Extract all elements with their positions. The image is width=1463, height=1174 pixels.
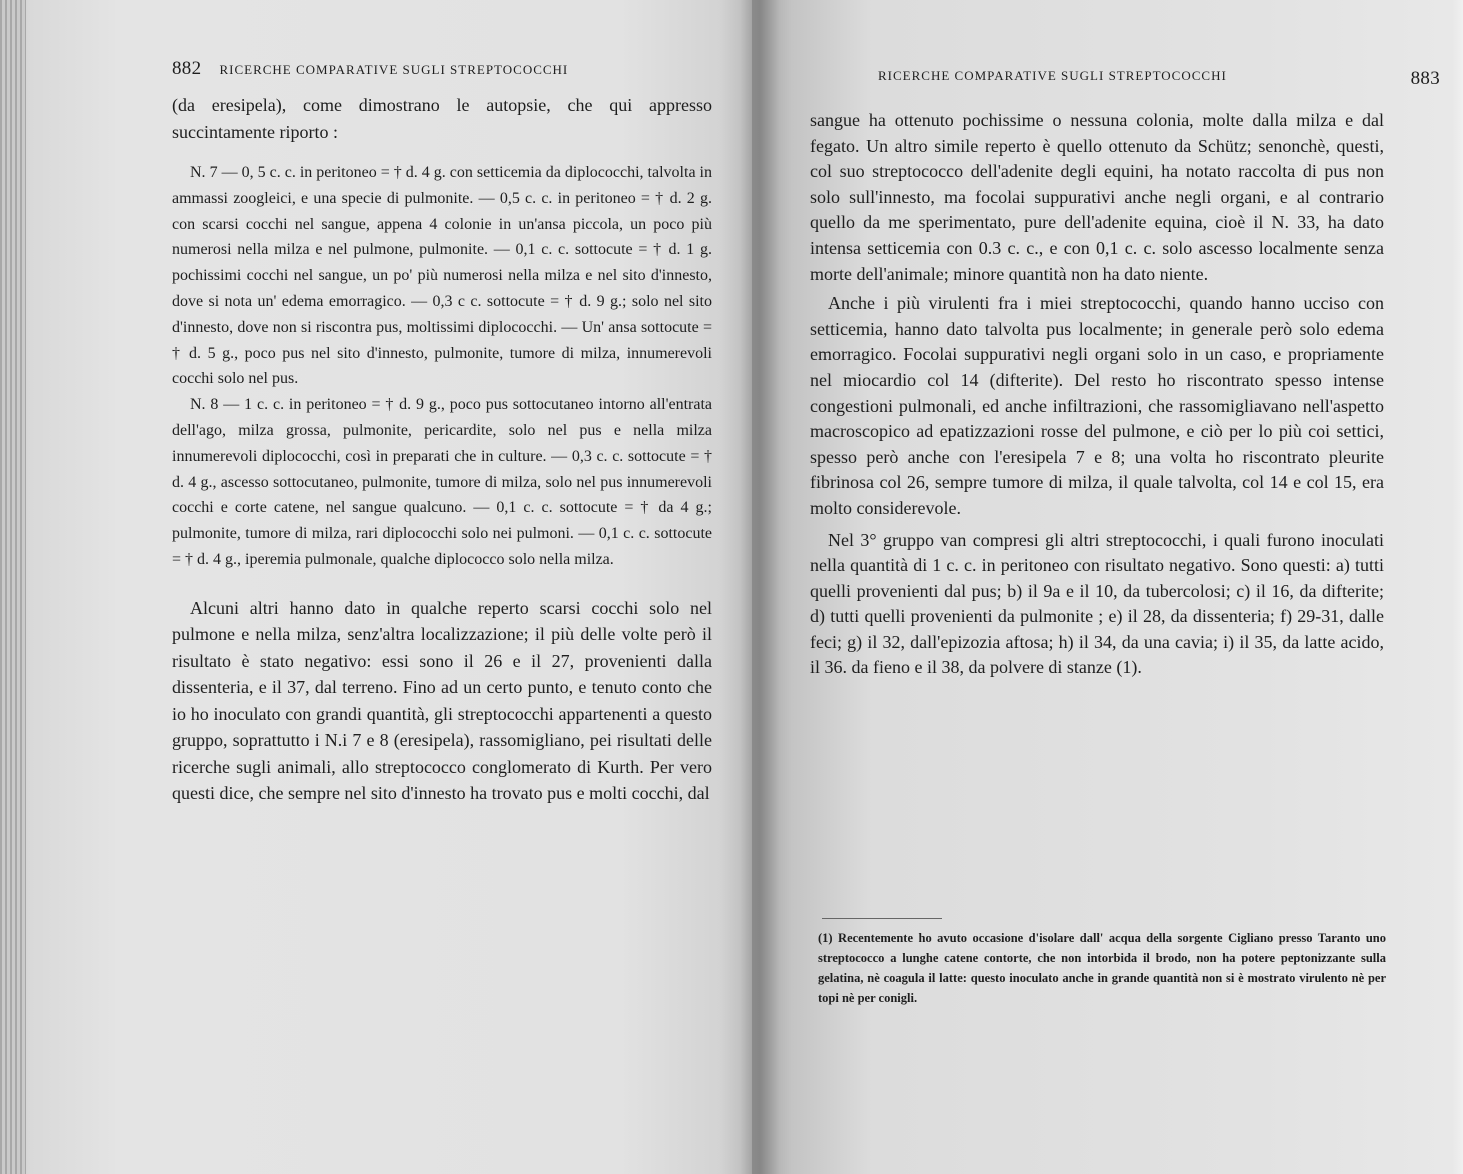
paragraph: Anche i più virulenti fra i miei streptococchi, quando hanno ucciso con setticemia, hanno dato talvolta pus localmente; in generale però solo edema emorragico. Focolai suppurativi negli organi solo in un caso, e propriamente nel miocardio col 14 (difterite). Del resto ho riscontrato spesso intense congestioni pulmonali, ed anche infiltrazioni, che rassomigliavano nell'aspetto macroscopico ad epatizzazioni rosse del pulmone, e ciò per lo più coi settici, spesso però anche con l'eresipela 7 e 8; una volta ho riscontrato pleurite fibrinosa col 26, sempre tumore di milza, il quale talvolta, col 14 e col 15, era molto considerevole. [810,293,1384,518]
paragraph: sangue ha ottenuto pochissime o nessuna colonia, molte dalla milza e dal fegato. Un altro simile reperto è quello ottenuto da Schütz; senonchè, questi, col suo streptococco dell'adenite degli equini, ha notato raccolta di pus non solo sull'innesto, ma focolai suppurativi anche negli organi, e al contrario quello da me sperimentato, pure dell'adenite equina, cioè il N. 33, ha dato intensa setticemia con 0.3 c. c., e con 0,1 c. c. solo ascesso localmente senza morte dell'animale; minore quantità non ha dato niente. [810,110,1384,284]
right-page-header [878,68,1440,90]
paragraph: Alcuni altri hanno dato in qualche reperto scarsi cocchi solo nel pulmone e nella milza, senz'altra localizzazione; il più delle volte però il risultato è stato negativo: essi sono il 26 e il 27, provenienti dalla dissenteria, e il 37, dal terreno. Fino ad un certo punto, e tenuto conto che io ho inoculato con grandi quantità, gli streptococchi appartenenti a questo gruppo, soprattutto i N.i 7 e 8 (eresipela), rassomigliano, pei risultati delle ricerche sugli animali, allo streptococco conglomerato di Kurth. Per vero questi dice, che sempre nel sito d'innesto ha trovato pus e molti cocchi, dal [172,597,712,804]
left-page-header [172,58,568,80]
paragraph: N. 7 — 0, 5 c. c. in peritoneo = † d. 4 g. con setticemia da diplococchi, talvolta in ammassi zoogleici, e una specie di pulmonite. — 0,5 c. c. in peritoneo = † d. 2 g. con scarsi cocchi nel sangue, appena 4 colonie in un'ansa piccola, un poco più numerosi nella milza e nel pulmone, pulmonite. — 0,1 c. c. sottocute = † d. 1 g. pochissimi cocchi nel sangue, un po' più numerosi nella milza e nel sito d'innesto, dove si nota un' edema emorragico. — 0,3 c c. sottocute = † d. 9 g.; solo nel sito d'innesto, dove non si riscontra pus, moltissimi diplococchi. — Un' ansa sottocute = † d. 5 g., poco pus nel sito d'innesto, pulmonite, tumore di milza, innumerevoli cocchi solo nel pus. [172,164,712,388]
paragraph: Nel 3° gruppo van compresi gli altri streptococchi, i quali furono inoculati nella quantità di 1 c. c. in peritoneo con risultato negativo. Sono questi: a) tutti quelli provenienti dal pus; b) il 9a e il 10, da tubercolosi; c) il 16, da difterite; d) tutti quelli provenienti da pulmonite ; e) il 28, da dissenteria; f) 29-31, dalle feci; g) il 32, dall'epizozia aftosa; h) il 34, da una cavia; i) il 35, da latte acido, il 36. da fieno e il 38, da polvere di stanze (1). [810,529,1384,678]
right-page-text [810,108,1384,681]
right-page-number: 883 [1410,68,1440,89]
left-page-text [172,92,712,807]
footnote-separator [822,918,942,919]
right-running-title: RICERCHE COMPARATIVE SUGLI STREPTOCOCCHI [878,68,1227,83]
paragraph: N. 8 — 1 c. c. in peritoneo = † d. 9 g., poco pus sottocutaneo intorno all'entrata dell'ago, milza grossa, pulmonite, pericardite, solo nel pus e nella milza innumerevoli diplococchi, così in preparati che in culture. — 0,3 c. c. sottocute = † d. 4 g., ascesso sottocutaneo, pulmonite, tumore di milza, solo nel pus innumerevoli cocchi e corte catene, nel sangue qualcuno. — 0,1 c. c. sottocute = † da 4 g.; pulmonite, tumore di milza, rari diplococchi solo nei pulmoni. — 0,1 c. c. sottocute = † d. 4 g., iperemia pulmonale, qualche diplococco solo nella milza. [172,396,712,568]
left-page-number: 882 [172,58,202,79]
gutter-shadow [740,0,780,1174]
paragraph: (da eresipela), come dimostrano le autopsie, che qui appresso succintamente riporto : [172,95,712,142]
footnote: (1) Recentemente ho avuto occasione d'isolare dall' acqua della sorgente Cigliano presso Taranto uno streptococco a lunghe catene contorte, che non intorbida il brodo, non ha potere peptonizzante sulla gelatina, nè coagula il latte: questo inoculato anche in grande quantità non si è mostrato virulento nè per topi nè per conigli. [818,931,1386,1005]
book-binding-edge [0,0,26,1174]
right-page [752,0,1463,1174]
left-running-title: RICERCHE COMPARATIVE SUGLI STREPTOCOCCHI [219,62,569,77]
